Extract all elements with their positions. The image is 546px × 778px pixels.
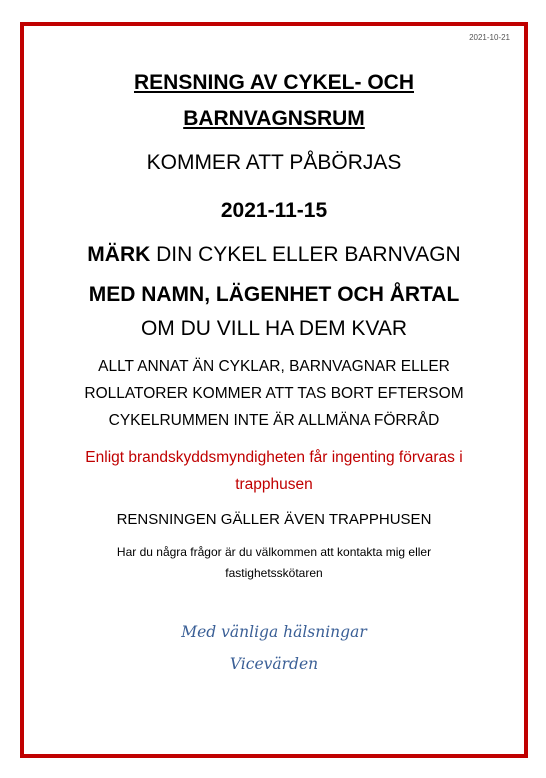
questions-line-2: fastighetsskötaren — [225, 566, 323, 580]
fire-safety-line-1: Enligt brandskyddsmyndigheten får ingenting förvaras i — [85, 449, 463, 466]
removal-notice-line-2: ROLLATORER KOMMER ATT TAS BORT EFTERSOM — [84, 385, 464, 402]
signature: Vicevärden — [229, 655, 319, 673]
greeting: Med vänliga hälsningar — [181, 623, 367, 641]
document-date: 2021-10-21 — [469, 33, 510, 42]
mark-bold-word: MÄRK — [87, 243, 151, 266]
title-line-2: BARNVAGNSRUM — [183, 107, 365, 130]
removal-notice-line-1: ALLT ANNAT ÄN CYKLAR, BARNVAGNAR ELLER — [98, 358, 450, 375]
mark-instruction-line-2: MED NAMN, LÄGENHET OCH ÅRTAL — [88, 283, 460, 306]
mark-instruction-line-3: OM DU VILL HA DEM KVAR — [140, 317, 408, 340]
stairwell-notice: RENSNINGEN GÄLLER ÄVEN TRAPPHUSEN — [116, 511, 432, 528]
starts-text: KOMMER ATT PÅBÖRJAS — [146, 151, 402, 174]
start-date: 2021-11-15 — [220, 199, 328, 222]
removal-notice-line-3: CYKELRUMMEN INTE ÄR ALLMÄNA FÖRRÅD — [108, 412, 440, 429]
mark-instruction-line-1 — [24, 243, 524, 267]
title-line-1: RENSNING AV CYKEL- OCH — [133, 71, 414, 94]
questions-line-1: Har du några frågor är du välkommen att kontakta mig eller — [116, 545, 432, 559]
mark-rest: DIN CYKEL ELLER BARNVAGN — [150, 243, 461, 266]
fire-safety-line-2: trapphusen — [235, 476, 313, 493]
